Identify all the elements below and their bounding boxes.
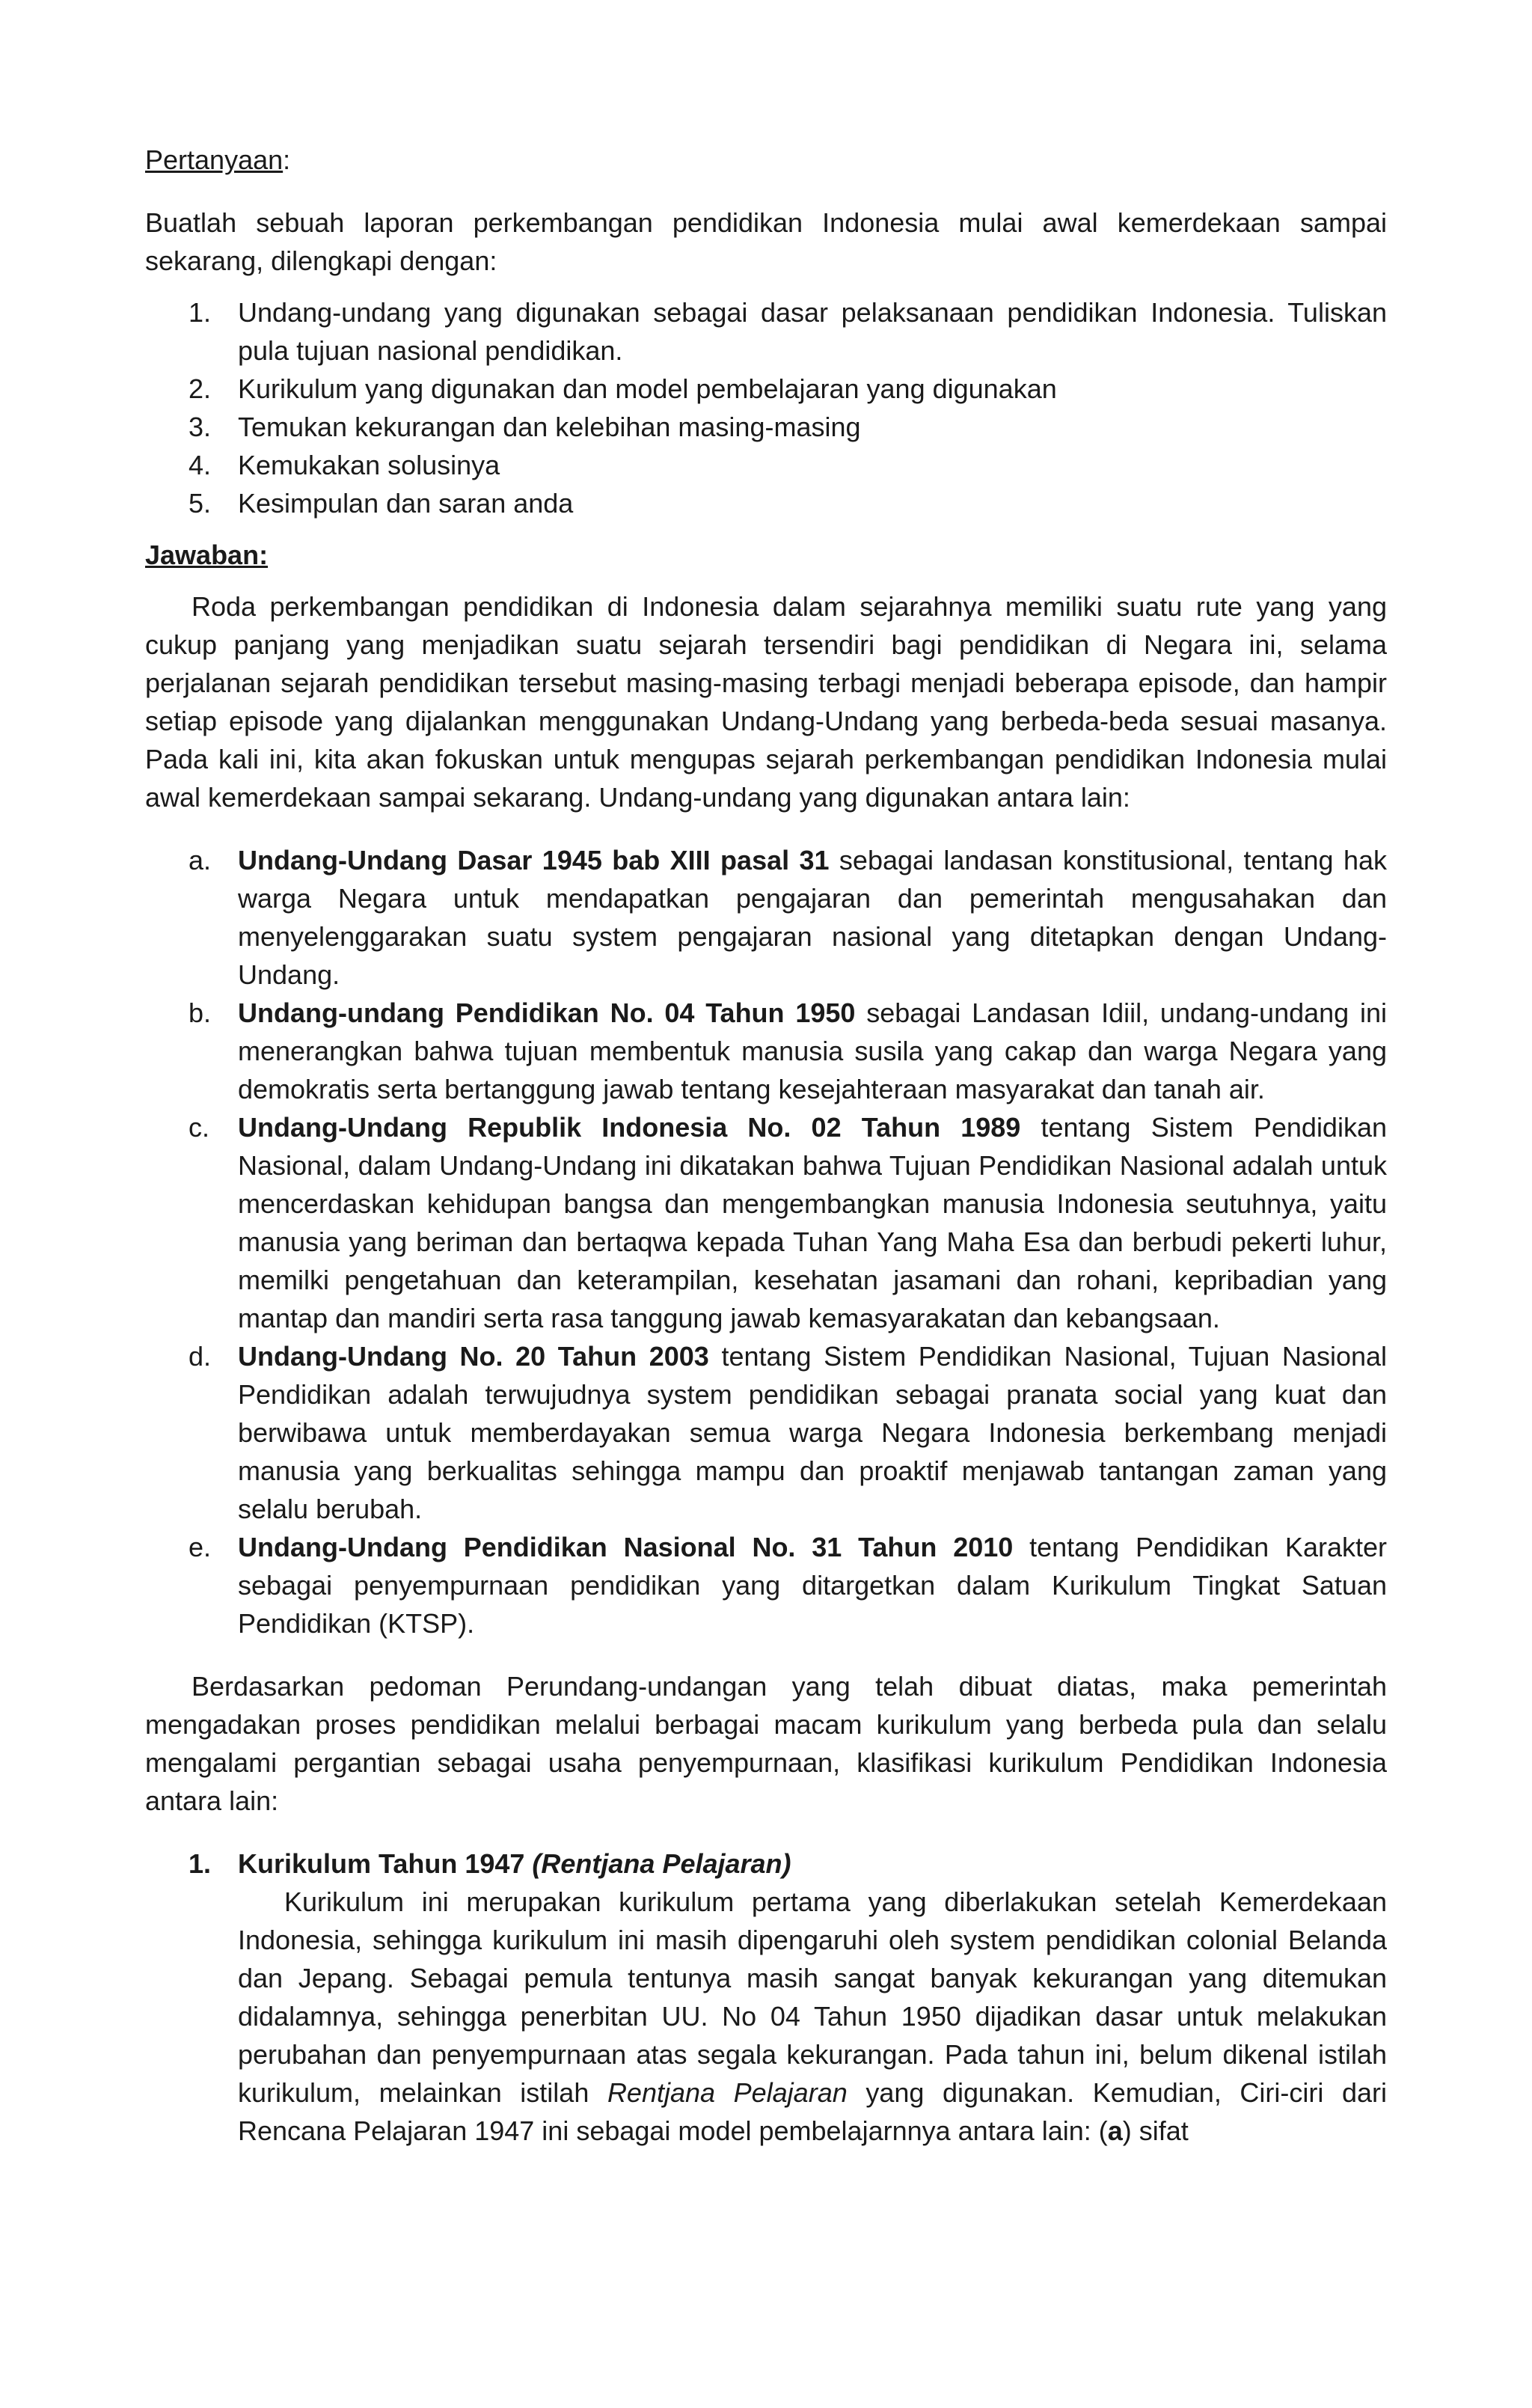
curriculum-text-c: ) sifat xyxy=(1122,2115,1189,2146)
list-marker: 5. xyxy=(189,488,212,519)
list-item xyxy=(145,446,1387,484)
list-item xyxy=(145,370,1387,408)
curriculum-text-italic: Rentjana Pelajaran xyxy=(607,2077,848,2108)
curriculum-text-bold: a xyxy=(1107,2115,1123,2146)
law-text: tentang Pendidikan Karakter sebagai penyempurnaan pendidikan yang ditargetkan dalam Kurikulum Tingkat Satuan Pendidikan (KTSP). xyxy=(238,1532,1387,1639)
curriculum-title: Kurikulum Tahun 1947 xyxy=(238,1848,533,1879)
law-title: Undang-Undang Dasar 1945 bab XIII pasal 31 xyxy=(238,845,830,876)
curriculum-text-b: yang digunakan. Kemudian, Ciri-ciri dari Rencana Pelajaran 1947 ini sebagai model pembelajarnnya antara lain: ( xyxy=(238,2077,1387,2146)
list-item-text: Temukan kekurangan dan kelebihan masing-masing xyxy=(238,412,861,442)
law-item xyxy=(145,1108,1387,1337)
question-heading-colon: : xyxy=(283,144,291,175)
law-marker: d. xyxy=(189,1341,212,1372)
question-heading: Pertanyaan xyxy=(145,144,284,175)
law-title: Undang-Undang No. 20 Tahun 2003 xyxy=(238,1341,709,1372)
list-item-text: Kurikulum yang digunakan dan model pembelajaran yang digunakan xyxy=(238,373,1057,404)
law-item xyxy=(145,841,1387,994)
law-marker: b. xyxy=(189,997,212,1028)
list-item xyxy=(145,484,1387,522)
curriculum-item xyxy=(145,1845,1387,2150)
question-heading-line xyxy=(145,141,1387,179)
law-text: sebagai landasan konstitusional, tentang hak warga Negara untuk mendapatkan pengajaran dan pemerintah mengusahakan dan menyelenggarakan suatu system pengajaran nasional yang ditetapkan dengan Undang-Undang. xyxy=(238,845,1387,990)
list-item-text: Kemukakan solusinya xyxy=(238,450,500,480)
curriculum-list xyxy=(145,1845,1387,2150)
law-text: sebagai Landasan Idiil, undang-undang ini menerangkan bahwa tujuan membentuk manusia susila yang cakap dan warga Negara yang demokratis serta bertanggung jawab tentang kesejahteraan masyarakat dan tanah air. xyxy=(238,997,1387,1104)
list-item xyxy=(145,408,1387,446)
law-text: tentang Sistem Pendidikan Nasional, Tujuan Nasional Pendidikan adalah terwujudnya system pendidikan sebagai pranata social yang kuat dan berwibawa untuk memberdayakan semua warga Negara Indonesia berkembang menjadi manusia yang berkualitas sehingga mampu dan proaktif menjawab tantangan zaman yang selalu berubah. xyxy=(238,1341,1388,1524)
list-item xyxy=(145,293,1387,370)
list-marker: 3. xyxy=(189,412,212,442)
curriculum-text xyxy=(238,1883,1387,2150)
list-marker: 4. xyxy=(189,450,212,480)
law-item xyxy=(145,994,1387,1108)
curriculum-marker: 1. xyxy=(189,1848,212,1879)
law-title: Undang-Undang Republik Indonesia No. 02 Tahun 1989 xyxy=(238,1112,1021,1143)
law-item xyxy=(145,1337,1387,1528)
list-item-text: Kesimpulan dan saran anda xyxy=(238,488,574,519)
curriculum-title-line xyxy=(238,1845,1387,1883)
answer-heading: Jawaban: xyxy=(145,540,269,570)
law-marker: e. xyxy=(189,1532,212,1562)
law-text: tentang Sistem Pendidikan Nasional, dalam Undang-Undang ini dikatakan bahwa Tujuan Pendidikan Nasional adalah untuk mencerdaskan kehidupan bangsa dan mengembangkan manusia Indonesia seutuhnya, yaitu manusia yang beriman dan bertaqwa kepada Tuhan Yang Maha Esa dan berbudi pekerti luhur, memilki pengetahuan dan keterampilan, kesehatan jasamani dan rohani, kepribadian yang mantap dan mandiri serta rasa tanggung jawab kemasyarakatan dan kebangsaan. xyxy=(238,1112,1387,1333)
list-item-text: Undang-undang yang digunakan sebagai dasar pelaksanaan pendidikan Indonesia. Tuliskan pula tujuan nasional pendidikan. xyxy=(238,297,1387,366)
document-page xyxy=(145,141,1387,2150)
law-marker: a. xyxy=(189,845,212,876)
law-item xyxy=(145,1528,1387,1642)
curriculum-intro: Berdasarkan pedoman Perundang-undangan yang telah dibuat diatas, maka pemerintah mengadakan proses pendidikan melalui berbagai macam kurikulum yang berbeda pula dan selalu mengalami pergantian sebagai usaha penyempurnaan, klasifikasi kurikulum Pendidikan Indonesia antara lain: xyxy=(145,1671,1387,1816)
answer-intro: Roda perkembangan pendidikan di Indonesia dalam sejarahnya memiliki suatu rute yang yang cukup panjang yang menjadikan suatu sejarah tersendiri bagi pendidikan di Negara ini, selama perjalanan sejarah pendidikan tersebut masing-masing terbagi menjadi beberapa episode, dan hampir setiap episode yang dijalankan menggunakan Undang-Undang yang berbeda-beda sesuai masanya. Pada kali ini, kita akan fokuskan untuk mengupas sejarah perkembangan pendidikan Indonesia mulai awal kemerdekaan sampai sekarang. Undang-undang yang digunakan antara lain: xyxy=(145,591,1387,813)
question-intro: Buatlah sebuah laporan perkembangan pendidikan Indonesia mulai awal kemerdekaan sampai sekarang, dilengkapi dengan: xyxy=(145,207,1387,276)
law-title: Undang-Undang Pendidikan Nasional No. 31 Tahun 2010 xyxy=(238,1532,1014,1562)
list-marker: 1. xyxy=(189,297,212,328)
curriculum-text-a: Kurikulum ini merupakan kurikulum pertama yang diberlakukan setelah Kemerdekaan Indonesia, sehingga kurikulum ini masih dipengaruhi oleh system pendidikan colonial Belanda dan Jepang. Sebagai pemula tentunya masih sangat banyak kekurangan yang ditemukan didalamnya, sehingga penerbitan UU. No 04 Tahun 1950 dijadikan dasar untuk melakukan perubahan dan penyempurnaan atas segala kekurangan. Pada tahun ini, belum dikenal istilah kurikulum, melainkan istilah xyxy=(238,1886,1387,2108)
curriculum-title-italic: (Rentjana Pelajaran) xyxy=(532,1848,791,1879)
law-marker: c. xyxy=(189,1112,210,1143)
law-list xyxy=(145,841,1387,1642)
list-marker: 2. xyxy=(189,373,212,404)
law-title: Undang-undang Pendidikan No. 04 Tahun 1950 xyxy=(238,997,856,1028)
question-list xyxy=(145,293,1387,522)
